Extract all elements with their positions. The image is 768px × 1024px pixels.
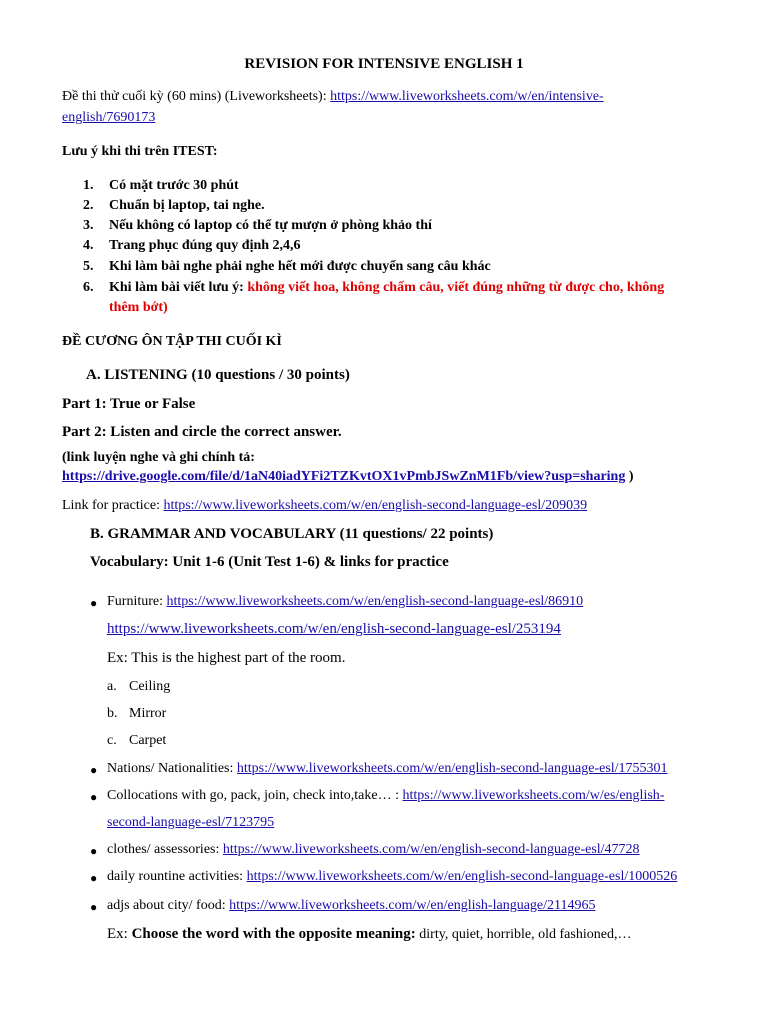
adjs-example-instruction: Choose the word with the opposite meaning: [131,926,416,942]
listening-practice-link[interactable]: https://www.liveworksheets.com/w/en/english-second-language-esl/209039 [163,498,588,513]
collocations-item [107,788,664,804]
adjs-example: Ex: Choose the word with the opposite meaning: dirty, quiet, horrible, old fashioned,… [107,926,632,942]
bullet-icon: ● [90,871,98,885]
adjs-label: adjs about city/ food: [107,898,230,913]
exam-label: Đề thi thử cuối kỳ (60 mins) (Liveworksheets): [62,89,331,104]
option-a: a. Ceiling [107,679,171,694]
furniture-item [107,594,583,610]
note-item-6: 6. Khi làm bài viết lưu ý: không viết hoa, không chấm câu, viết đúng những từ được cho, không [83,280,665,295]
dictation-line: https://drive.google.com/file/d/1aN40iadYFi2TZKvtOX1vPmbJSwZnM1Fb/view?usp=sharing ) [62,469,634,484]
page-title: REVISION FOR INTENSIVE ENGLISH 1 [244,56,524,72]
note-item-1: 1. Có mặt trước 30 phút [83,178,239,193]
furniture-link-2-line [107,621,561,638]
clothes-label: clothes/ assessories: [107,842,223,857]
grammar-heading: B. GRAMMAR AND VOCABULARY (11 questions/ 22 points) [90,526,494,542]
bullet-icon: ● [90,844,98,858]
dictation-label: (link luyện nghe và ghi chính tả: [62,450,255,465]
exam-line-2 [62,110,155,126]
nations-label: Nations/ Nationalities: [107,761,237,776]
bullet-icon: ● [90,763,98,777]
option-c: c. Carpet [107,733,167,748]
collocations-link-continued[interactable]: second-language-esl/7123795 [107,815,275,830]
furniture-example: Ex: This is the highest part of the room. [107,650,346,666]
adjs-item [107,898,596,914]
dictation-link[interactable]: https://drive.google.com/file/d/1aN40iadYFi2TZKvtOX1vPmbJSwZnM1Fb/view?usp=sharing [62,469,626,484]
exam-link-continued[interactable]: english/7690173 [62,110,156,125]
bullet-icon: ● [90,596,98,610]
routine-item [107,869,677,885]
nations-link[interactable]: https://www.liveworksheets.com/w/en/english-second-language-esl/1755301 [236,761,668,776]
furniture-label: Furniture: [107,594,167,609]
listening-heading: A. LISTENING (10 questions / 30 points) [86,367,350,383]
furniture-link-2[interactable]: https://www.liveworksheets.com/w/en/english-second-language-esl/253194 [107,621,561,637]
note-item-6-warning-continued: thêm bớt) [109,300,168,315]
bullet-icon: ● [90,900,98,914]
exam-line [62,89,604,105]
adjs-link[interactable]: https://www.liveworksheets.com/w/en/english-language/2114965 [229,898,596,913]
routine-link[interactable]: https://www.liveworksheets.com/w/en/english-second-language-esl/1000526 [246,869,678,884]
bullet-icon: ● [90,790,98,804]
note-item-2: 2. Chuẩn bị laptop, tai nghe. [83,198,265,213]
outline-heading: ĐỀ CƯƠNG ÔN TẬP THI CUỐI KÌ [62,334,282,349]
note-item-3: 3. Nếu không có laptop có thể tự mượn ở phòng khảo thí [83,218,432,233]
notes-heading: Lưu ý khi thi trên ITEST: [62,144,218,159]
practice-label: Link for practice: [62,498,164,513]
routine-label: daily rountine activities: [107,869,247,884]
collocations-link-line-2 [107,815,274,831]
collocations-label: Collocations with go, pack, join, check into,take… : [107,788,403,803]
listening-part-2: Part 2: Listen and circle the correct answer. [62,424,342,440]
clothes-link[interactable]: https://www.liveworksheets.com/w/en/english-second-language-esl/47728 [222,842,640,857]
vocabulary-heading: Vocabulary: Unit 1-6 (Unit Test 1-6) & links for practice [90,554,449,570]
exam-link[interactable]: https://www.liveworksheets.com/w/en/intensive- [330,89,604,104]
option-b: b. Mirror [107,706,167,721]
note-item-6-warning: không viết hoa, không chấm câu, viết đúng những từ được cho, không [247,280,665,295]
furniture-link-1[interactable]: https://www.liveworksheets.com/w/en/english-second-language-esl/86910 [166,594,584,609]
listening-part-1: Part 1: True or False [62,396,196,412]
note-item-5: 5. Khi làm bài nghe phải nghe hết mới được chuyển sang câu khác [83,259,491,274]
nations-item [107,761,668,777]
collocations-link[interactable]: https://www.liveworksheets.com/w/es/english- [402,788,665,803]
note-item-4: 4. Trang phục đúng quy định 2,4,6 [83,238,301,253]
listening-practice-line [62,498,587,514]
clothes-item [107,842,640,858]
